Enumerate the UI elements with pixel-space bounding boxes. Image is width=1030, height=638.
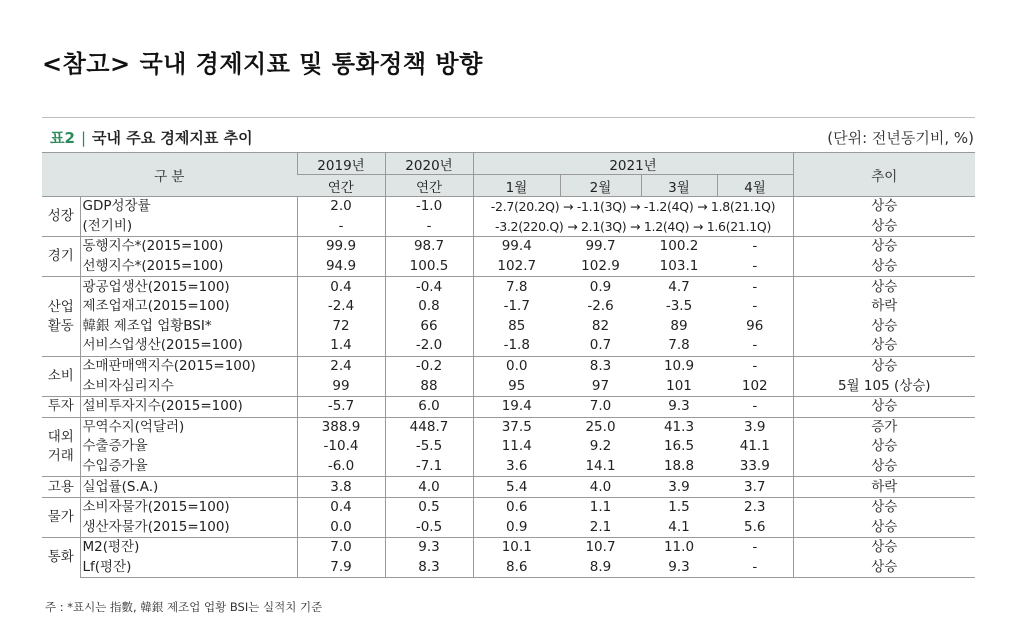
group-label-line: 물가 (47, 509, 74, 525)
value-2019: 0.4 (297, 277, 385, 297)
group-label-line: 경기 (47, 248, 74, 265)
value-month-3: 1.5 (641, 497, 717, 517)
value-month-1: 0.9 (473, 518, 560, 538)
header-month-2: 2월 (560, 175, 641, 197)
value-month-1: 37.5 (473, 417, 560, 437)
value-2019: -10.4 (297, 437, 385, 457)
row-item: 무역수지(억달러) (80, 417, 297, 437)
group-label-line: 통화 (47, 549, 74, 566)
row-item: 선행지수*(2015=100) (80, 257, 297, 277)
value-2020: 6.0 (385, 396, 473, 417)
value-2020: -7.1 (385, 457, 473, 477)
value-month-3: 41.3 (641, 417, 717, 437)
value-month-2: 2.1 (589, 518, 612, 535)
table-row (42, 396, 975, 417)
trend-value: 상승 (793, 497, 975, 517)
value-month-2: 14.1 (585, 458, 616, 475)
table-row (42, 277, 975, 297)
table-row (42, 558, 975, 578)
table-row (42, 356, 975, 376)
value-month-2: 10.7 (560, 538, 641, 558)
value-2020: 88 (385, 376, 473, 396)
value-2020: 98.7 (385, 237, 473, 257)
value-month-2: 4.0 (560, 477, 641, 498)
trend-value: 상승 (793, 237, 975, 257)
table-row (42, 497, 975, 517)
value-month-4: 96 (746, 317, 764, 334)
group-label (42, 197, 80, 237)
value-month-3: 4.7 (641, 277, 717, 297)
value-2020: -0.4 (385, 277, 473, 297)
value-month-3: 11.0 (641, 538, 717, 558)
value-month-4: 2.3 (717, 497, 793, 517)
value-2019: 3.8 (297, 477, 385, 498)
row-item: 소비자심리지수 (80, 376, 297, 396)
header-annual-2020: 연간 (385, 175, 473, 197)
value-month-4: 5.6 (744, 518, 766, 535)
value-2020: 448.7 (385, 417, 473, 437)
value-2019: -5.7 (297, 396, 385, 417)
trend-value: 상승 (793, 558, 975, 578)
value-month-3: 89 (670, 317, 688, 334)
page-heading: <참고> 국내 경제지표 및 통화정책 방향 (42, 50, 483, 78)
header-month-3: 3월 (641, 175, 717, 197)
table-row (42, 257, 975, 277)
value-month-4: - (717, 396, 793, 417)
group-label-line: 소비 (47, 367, 74, 384)
value-month-3: 9.3 (641, 396, 717, 417)
value-month-3: -3.5 (665, 298, 693, 315)
value-month-3: 16.5 (663, 438, 695, 455)
value-month-1: -1.8 (473, 336, 560, 356)
value-month-2: 99.7 (560, 237, 641, 257)
trend-value: 상승 (793, 538, 975, 558)
value-2019: 1.4 (297, 336, 385, 356)
trend-value: 상승 (793, 336, 975, 356)
value-month-3: 9.3 (641, 558, 717, 578)
value-2019: -2.4 (297, 297, 385, 317)
value-2019: 72 (297, 317, 385, 337)
trend-value: 상승 (793, 317, 975, 337)
row-item: 소비자물가(2015=100) (80, 497, 297, 517)
value-month-1: 99.4 (473, 237, 560, 257)
value-month-1: 5.4 (473, 477, 560, 498)
value-month-4: 102 (741, 377, 768, 394)
value-2019: 0.4 (297, 497, 385, 517)
value-2020: -2.0 (385, 336, 473, 356)
value-month-3: 100.2 (641, 237, 717, 257)
value-month-1: 85 (473, 317, 560, 337)
value-2020: -0.5 (385, 518, 473, 538)
row-item: 수입증가율 (80, 457, 297, 477)
group-label-line: 대외 (47, 428, 74, 445)
group-label (42, 237, 80, 277)
trend-value: 상승 (793, 437, 975, 457)
value-month-1: 19.4 (473, 396, 560, 417)
value-month-2: 0.7 (589, 337, 612, 354)
group-label-line: 성장 (47, 208, 74, 225)
value-month-2: 8.3 (560, 356, 641, 376)
value-month-1: 11.4 (473, 437, 560, 457)
header-month-1: 1월 (473, 175, 560, 197)
value-2019: 99.9 (297, 237, 385, 257)
table-body (42, 197, 975, 578)
value-2020: - (385, 217, 473, 237)
group-label (42, 356, 80, 396)
table-row (42, 538, 975, 558)
header-2019: 2019년 (297, 153, 385, 175)
value-2019: 7.0 (297, 538, 385, 558)
table-row (42, 518, 975, 538)
row-item: M2(평잔) (80, 538, 297, 558)
group-label (42, 538, 80, 578)
trend-value: 증가 (793, 417, 975, 437)
table-row (42, 336, 975, 356)
value-2020: -1.0 (385, 197, 473, 217)
row-item: 소매판매액지수(2015=100) (80, 356, 297, 376)
value-month-3: 3.9 (641, 477, 717, 498)
value-2020: 0.5 (385, 497, 473, 517)
value-month-2: 7.0 (560, 396, 641, 417)
value-2019: 388.9 (297, 417, 385, 437)
quarterly-value: -3.2(220.Q) → 2.1(3Q) → 1.2(4Q) → 1.6(21.1Q) (473, 217, 793, 237)
group-label (42, 396, 80, 417)
row-item: 설비투자지수(2015=100) (80, 396, 297, 417)
row-item: 동행지수*(2015=100) (80, 237, 297, 257)
value-2019: 7.9 (297, 558, 385, 578)
table-row (42, 217, 975, 237)
row-item: 광공업생산(2015=100) (80, 277, 297, 297)
value-month-3: 103.1 (659, 258, 699, 275)
value-month-2: 0.9 (560, 277, 641, 297)
header-annual-2019: 연간 (297, 175, 385, 197)
value-2019: -6.0 (297, 457, 385, 477)
value-month-4: - (752, 298, 758, 315)
trend-value: 상승 (793, 518, 975, 538)
group-label (42, 277, 80, 356)
value-month-4: - (752, 258, 758, 275)
value-month-4: - (717, 356, 793, 376)
header-month-4: 4월 (717, 175, 793, 197)
value-month-1: 0.6 (473, 497, 560, 517)
table-row (42, 437, 975, 457)
group-label-line: 고용 (47, 478, 74, 495)
value-2019: - (297, 217, 385, 237)
value-month-3: 10.9 (641, 356, 717, 376)
unit-label: (단위: 전년동기비, %) (827, 129, 974, 147)
trend-value: 하락 (793, 297, 975, 317)
value-month-4: 3.7 (717, 477, 793, 498)
row-item: (전기비) (80, 217, 297, 237)
value-month-2: 25.0 (560, 417, 641, 437)
value-2019: 99 (297, 376, 385, 396)
value-month-4: - (717, 277, 793, 297)
row-item: 수출증가율 (80, 437, 297, 457)
header-trend: 추이 (793, 153, 975, 197)
value-month-2: -2.6 (587, 298, 614, 315)
group-label-line: 거래 (47, 447, 74, 464)
value-month-4: 3.9 (717, 417, 793, 437)
value-2020: 66 (385, 317, 473, 337)
value-month-4: - (717, 558, 793, 578)
value-2020: -0.2 (385, 356, 473, 376)
value-2019: 94.9 (297, 257, 385, 277)
trend-value: 5월 105 (상승) (793, 376, 975, 396)
value-2020: 9.3 (385, 538, 473, 558)
value-month-3: 18.8 (663, 458, 695, 475)
row-item: 제조업재고(2015=100) (80, 297, 297, 317)
trend-value: 상승 (793, 197, 975, 217)
trend-value: 상승 (793, 457, 975, 477)
trend-value: 상승 (793, 217, 975, 237)
value-month-1: 102.7 (473, 257, 560, 277)
value-month-1: 0.0 (473, 356, 560, 376)
table-number: 표2 (50, 129, 75, 147)
value-month-2: 97 (591, 377, 610, 394)
value-month-3: 7.8 (668, 337, 690, 354)
value-month-4: - (717, 237, 793, 257)
value-month-4: 41.1 (739, 438, 770, 455)
divider-line (42, 117, 975, 118)
value-2019: 2.0 (297, 197, 385, 217)
value-2020: 0.8 (385, 297, 473, 317)
row-item: 서비스업생산(2015=100) (80, 336, 297, 356)
header-2020: 2020년 (385, 153, 473, 175)
value-month-1: 7.8 (473, 277, 560, 297)
footnote: 주 : *표시는 指數, 韓銀 제조업 업황 BSI는 실적치 기준 (45, 600, 323, 614)
table-row (42, 457, 975, 477)
value-month-1: 95 (473, 376, 560, 396)
value-month-4: - (752, 337, 758, 354)
value-2019: 0.0 (297, 518, 385, 538)
value-month-1: -1.7 (473, 297, 560, 317)
row-item: Lf(평잔) (80, 558, 297, 578)
group-label (42, 477, 80, 498)
value-2020: 100.5 (385, 257, 473, 277)
value-month-3: 4.1 (668, 518, 690, 535)
header-2021: 2021년 (473, 153, 793, 175)
row-item: GDP성장률 (80, 197, 297, 217)
value-2020: -5.5 (385, 437, 473, 457)
value-month-1: 10.1 (473, 538, 560, 558)
table-row (42, 317, 975, 337)
trend-value: 상승 (793, 356, 975, 376)
group-label-line: 산업 (47, 298, 74, 315)
table-row (42, 297, 975, 317)
value-month-2: 1.1 (560, 497, 641, 517)
value-2020: 8.3 (385, 558, 473, 578)
value-month-2: 9.2 (589, 438, 612, 455)
table-row (42, 237, 975, 257)
header-category: 구 분 (42, 153, 297, 197)
quarterly-value: -2.7(20.2Q) → -1.1(3Q) → -1.2(4Q) → 1.8(21.1Q) (473, 197, 793, 217)
table-row (42, 477, 975, 498)
group-label (42, 497, 80, 537)
value-month-4: - (717, 538, 793, 558)
trend-value: 상승 (793, 257, 975, 277)
table-title: 국내 주요 경제지표 추이 (92, 129, 253, 147)
table-row (42, 376, 975, 396)
value-2020: 4.0 (385, 477, 473, 498)
row-item: 실업률(S.A.) (80, 477, 297, 498)
value-month-2: 102.9 (581, 258, 620, 275)
table-row (42, 417, 975, 437)
value-month-3: 101 (666, 377, 692, 394)
group-label (42, 417, 80, 477)
value-month-1: 3.6 (473, 457, 560, 477)
table-row (42, 197, 975, 217)
caption-separator: | (80, 129, 86, 147)
group-label-line: 투자 (47, 398, 74, 415)
group-label-line: 활동 (47, 317, 74, 334)
value-month-2: 8.9 (560, 558, 641, 578)
value-month-4: 33.9 (739, 458, 770, 475)
economic-indicators-table (42, 152, 975, 578)
trend-value: 상승 (793, 277, 975, 297)
trend-value: 상승 (793, 396, 975, 417)
trend-value: 하락 (793, 477, 975, 498)
table-caption (50, 127, 253, 148)
row-item: 생산자물가(2015=100) (80, 518, 297, 538)
row-item: 韓銀 제조업 업황BSI* (80, 317, 297, 337)
value-2019: 2.4 (297, 356, 385, 376)
value-month-2: 82 (591, 317, 610, 334)
value-month-1: 8.6 (473, 558, 560, 578)
